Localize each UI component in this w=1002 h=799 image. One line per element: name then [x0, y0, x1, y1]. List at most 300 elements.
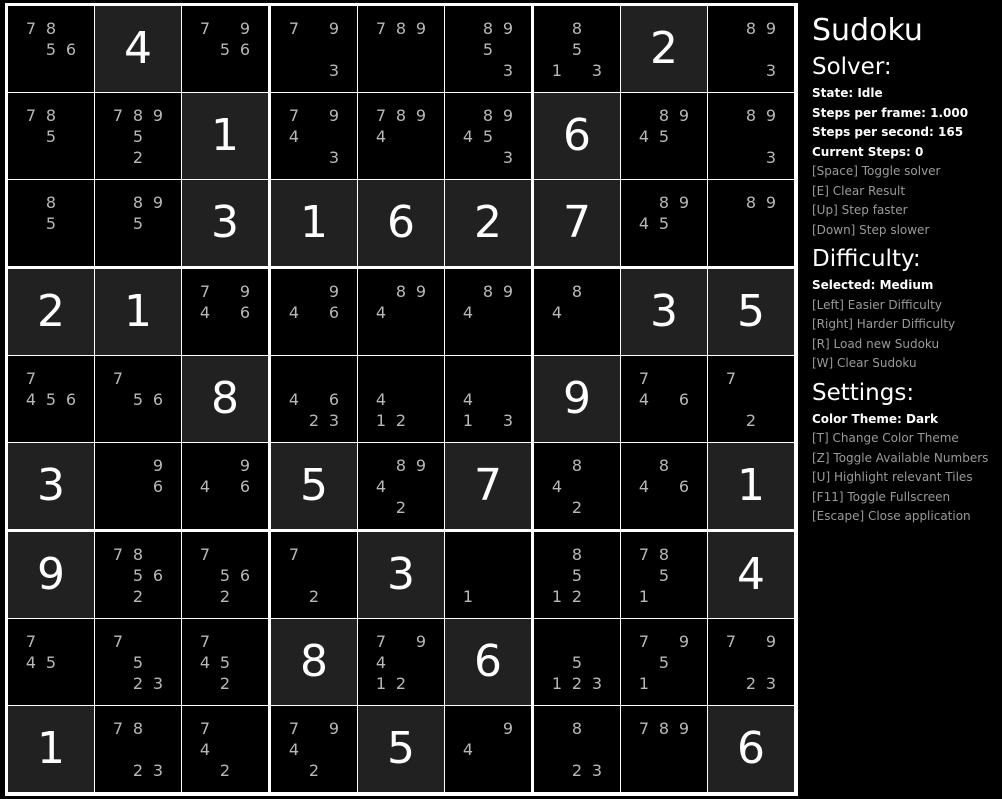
- sudoku-cell-r9c4[interactable]: [271, 706, 357, 792]
- candidate-slot-empty: [324, 368, 344, 389]
- candidate-slot-empty: [674, 455, 694, 476]
- sudoku-cell-r8c2[interactable]: [95, 619, 181, 705]
- candidate-slot-empty: [215, 281, 235, 302]
- candidate-slot-empty: [41, 631, 61, 652]
- candidate-grid: [458, 281, 518, 344]
- candidate-slot-empty: [108, 389, 128, 410]
- candidate-number: 1: [551, 586, 563, 606]
- candidate-number: 5: [45, 652, 57, 672]
- sudoku-cell-r2c6[interactable]: [445, 93, 531, 179]
- cell-value: 6: [387, 197, 415, 248]
- candidate-slot-empty: [761, 39, 781, 60]
- candidate-number: 3: [591, 60, 603, 80]
- candidate-slot-empty: [411, 652, 431, 673]
- candidate-slot-empty: [411, 147, 431, 168]
- candidate-slot-empty: [108, 760, 128, 781]
- sudoku-cell-r7c1[interactable]: [8, 532, 94, 618]
- candidate-slot-empty: [284, 60, 304, 81]
- sudoku-cell-r6c4[interactable]: [271, 443, 357, 529]
- candidate-slot-empty: [108, 192, 128, 213]
- candidate-number: 8: [132, 718, 144, 738]
- candidate-slot-empty: [195, 455, 215, 476]
- candidate-number: 4: [288, 302, 300, 322]
- sudoku-cell-r8c5[interactable]: [358, 619, 444, 705]
- candidate-slot-empty: [478, 389, 498, 410]
- sudoku-cell-r1c2[interactable]: [95, 6, 181, 92]
- candidate-slot-empty: [498, 565, 518, 586]
- candidate-slot-empty: [391, 39, 411, 60]
- sudoku-cell-r4c3[interactable]: [182, 269, 268, 355]
- candidate-grid: [108, 718, 168, 781]
- candidate-slot-empty: [458, 544, 478, 565]
- sudoku-cell-r9c7[interactable]: [534, 706, 620, 792]
- sudoku-cell-r6c5[interactable]: [358, 443, 444, 529]
- candidate-number: 5: [658, 126, 670, 146]
- candidate-slot-empty: [498, 389, 518, 410]
- sudoku-cell-r9c1[interactable]: [8, 706, 94, 792]
- candidate-number: 4: [199, 739, 211, 759]
- sudoku-cell-r3c3[interactable]: [182, 180, 268, 266]
- candidate-slot-empty: [634, 497, 654, 518]
- sudoku-cell-r7c5[interactable]: [358, 532, 444, 618]
- cell-value: 3: [650, 286, 678, 337]
- candidate-grid: [371, 105, 431, 168]
- candidate-number: 9: [415, 455, 427, 475]
- candidate-slot-empty: [478, 544, 498, 565]
- candidate-slot-empty: [634, 147, 654, 168]
- cell-value: 6: [737, 723, 765, 774]
- candidate-slot-empty: [654, 410, 674, 431]
- candidate-slot-empty: [215, 18, 235, 39]
- candidate-grid: [547, 455, 607, 518]
- candidate-number: 4: [375, 302, 387, 322]
- candidate-slot-empty: [391, 368, 411, 389]
- candidate-number: 4: [375, 476, 387, 496]
- candidate-slot-empty: [654, 389, 674, 410]
- candidate-slot-empty: [148, 586, 168, 607]
- candidate-number: 7: [199, 18, 211, 38]
- sudoku-cell-r6c6[interactable]: [445, 443, 531, 529]
- sudoku-cell-r9c5[interactable]: [358, 706, 444, 792]
- candidate-number: 7: [199, 544, 211, 564]
- candidate-slot-empty: [284, 281, 304, 302]
- candidate-grid: [547, 281, 607, 344]
- sudoku-cell-r8c1[interactable]: [8, 619, 94, 705]
- candidate-number: 1: [551, 60, 563, 80]
- candidate-slot-empty: [284, 147, 304, 168]
- candidate-slot-empty: [587, 323, 607, 344]
- sudoku-cell-r7c9[interactable]: [708, 532, 794, 618]
- sudoku-cell-r3c8[interactable]: [621, 180, 707, 266]
- candidate-grid: [108, 192, 168, 255]
- sudoku-cell-r6c8[interactable]: [621, 443, 707, 529]
- app-title: Sudoku: [812, 13, 923, 48]
- candidate-slot-empty: [324, 586, 344, 607]
- candidate-slot-empty: [741, 389, 761, 410]
- candidate-number: 7: [288, 718, 300, 738]
- candidate-grid: [458, 718, 518, 781]
- candidate-slot-empty: [128, 631, 148, 652]
- candidate-number: 8: [395, 18, 407, 38]
- sudoku-cell-r3c1[interactable]: [8, 180, 94, 266]
- candidate-number: 3: [765, 673, 777, 693]
- sudoku-cell-r3c4[interactable]: [271, 180, 357, 266]
- candidate-grid: [284, 105, 344, 168]
- candidate-slot-empty: [304, 18, 324, 39]
- candidate-slot-empty: [721, 147, 741, 168]
- sudoku-cell-r2c5[interactable]: [358, 93, 444, 179]
- candidate-number: 4: [25, 652, 37, 672]
- sudoku-cell-r3c6[interactable]: [445, 180, 531, 266]
- candidate-number: 3: [328, 147, 340, 167]
- sudoku-cell-r4c9[interactable]: [708, 269, 794, 355]
- candidate-slot-empty: [634, 234, 654, 255]
- candidate-slot-empty: [108, 147, 128, 168]
- candidate-number: 9: [678, 192, 690, 212]
- sudoku-cell-r6c7[interactable]: [534, 443, 620, 529]
- candidate-slot-empty: [654, 760, 674, 781]
- candidate-number: 2: [132, 147, 144, 167]
- sudoku-cell-r2c8[interactable]: [621, 93, 707, 179]
- cell-value: 1: [737, 460, 765, 511]
- candidate-grid: [371, 368, 431, 431]
- candidate-slot-empty: [235, 760, 255, 781]
- candidate-slot-empty: [61, 60, 81, 81]
- candidate-slot-empty: [148, 126, 168, 147]
- candidate-slot-empty: [148, 739, 168, 760]
- candidate-slot-empty: [498, 544, 518, 565]
- candidate-slot-empty: [61, 410, 81, 431]
- candidate-number: 4: [25, 389, 37, 409]
- sudoku-cell-r7c8[interactable]: [621, 532, 707, 618]
- candidate-number: 3: [152, 760, 164, 780]
- candidate-number: 8: [571, 281, 583, 301]
- sudoku-cell-r1c5[interactable]: [358, 6, 444, 92]
- candidate-slot-empty: [761, 389, 781, 410]
- candidate-number: 5: [132, 565, 144, 585]
- sudoku-cell-r5c2[interactable]: [95, 356, 181, 442]
- sudoku-cell-r1c8[interactable]: [621, 6, 707, 92]
- sudoku-cell-r8c6[interactable]: [445, 619, 531, 705]
- candidate-slot-empty: [61, 652, 81, 673]
- candidate-slot-empty: [235, 544, 255, 565]
- candidate-slot-empty: [741, 234, 761, 255]
- candidate-number: 6: [678, 476, 690, 496]
- candidate-number: 8: [132, 192, 144, 212]
- candidate-slot-empty: [654, 368, 674, 389]
- candidate-number: 8: [745, 192, 757, 212]
- candidate-slot-empty: [721, 39, 741, 60]
- candidate-number: 9: [415, 18, 427, 38]
- candidate-number: 7: [375, 105, 387, 125]
- candidate-number: 7: [375, 18, 387, 38]
- sudoku-cell-r9c3[interactable]: [182, 706, 268, 792]
- cell-value: 3: [37, 460, 65, 511]
- candidate-number: 9: [765, 631, 777, 651]
- sudoku-cell-r9c2[interactable]: [95, 706, 181, 792]
- candidate-slot-empty: [634, 652, 654, 673]
- candidate-number: 6: [328, 302, 340, 322]
- candidate-number: 7: [25, 368, 37, 388]
- sudoku-cell-r1c7[interactable]: [534, 6, 620, 92]
- sudoku-cell-r2c3[interactable]: [182, 93, 268, 179]
- candidate-number: 9: [765, 105, 777, 125]
- sudoku-cell-r5c9[interactable]: [708, 356, 794, 442]
- candidate-number: 7: [25, 631, 37, 651]
- candidate-number: 2: [571, 497, 583, 517]
- candidate-grid: [284, 544, 344, 607]
- candidate-number: 5: [571, 565, 583, 585]
- candidate-grid: [195, 455, 255, 518]
- candidate-number: 6: [239, 476, 251, 496]
- candidate-number: 2: [308, 760, 320, 780]
- candidate-number: 5: [45, 213, 57, 233]
- candidate-grid: [195, 718, 255, 781]
- current-steps: Current Steps: 0: [812, 144, 924, 159]
- sudoku-cell-r3c2[interactable]: [95, 180, 181, 266]
- sudoku-cell-r4c4[interactable]: [271, 269, 357, 355]
- cell-value: 8: [300, 636, 328, 687]
- candidate-slot-empty: [478, 718, 498, 739]
- candidate-slot-empty: [108, 410, 128, 431]
- sudoku-cell-r5c3[interactable]: [182, 356, 268, 442]
- candidate-number: 9: [415, 105, 427, 125]
- sudoku-cell-r5c8[interactable]: [621, 356, 707, 442]
- sudoku-cell-r1c9[interactable]: [708, 6, 794, 92]
- cell-value: 6: [474, 636, 502, 687]
- sudoku-cell-r5c6[interactable]: [445, 356, 531, 442]
- candidate-number: 2: [219, 673, 231, 693]
- candidate-slot-empty: [587, 652, 607, 673]
- candidate-number: 6: [239, 565, 251, 585]
- candidate-slot-empty: [674, 739, 694, 760]
- candidate-slot-empty: [761, 652, 781, 673]
- sudoku-cell-r6c1[interactable]: [8, 443, 94, 529]
- sudoku-cell-r4c1[interactable]: [8, 269, 94, 355]
- candidate-number: 4: [638, 213, 650, 233]
- sudoku-cell-r1c3[interactable]: [182, 6, 268, 92]
- candidate-number: 7: [288, 18, 300, 38]
- candidate-slot-empty: [195, 60, 215, 81]
- candidate-slot-empty: [235, 631, 255, 652]
- sudoku-cell-r8c4[interactable]: [271, 619, 357, 705]
- sudoku-cell-r2c7[interactable]: [534, 93, 620, 179]
- side-panel: [812, 10, 997, 533]
- sudoku-cell-r6c2[interactable]: [95, 443, 181, 529]
- sudoku-cell-r5c7[interactable]: [534, 356, 620, 442]
- hint-clear-sudoku: [W] Clear Sudoku: [812, 356, 917, 370]
- candidate-slot-empty: [674, 497, 694, 518]
- candidate-slot-empty: [148, 213, 168, 234]
- candidate-slot-empty: [547, 544, 567, 565]
- candidate-number: 4: [375, 389, 387, 409]
- sudoku-cell-r7c7[interactable]: [534, 532, 620, 618]
- sudoku-cell-r8c8[interactable]: [621, 619, 707, 705]
- candidate-slot-empty: [587, 302, 607, 323]
- sudoku-board[interactable]: [5, 3, 798, 796]
- sudoku-cell-r4c2[interactable]: [95, 269, 181, 355]
- candidate-number: 6: [328, 389, 340, 409]
- candidate-slot-empty: [741, 60, 761, 81]
- candidate-slot-empty: [721, 673, 741, 694]
- candidate-number: 8: [658, 718, 670, 738]
- candidate-number: 6: [65, 389, 77, 409]
- candidate-slot-empty: [215, 544, 235, 565]
- candidate-slot-empty: [61, 105, 81, 126]
- sudoku-cell-r8c9[interactable]: [708, 619, 794, 705]
- candidate-slot-empty: [674, 586, 694, 607]
- candidate-slot-empty: [21, 673, 41, 694]
- sudoku-cell-r7c6[interactable]: [445, 532, 531, 618]
- candidate-number: 5: [571, 39, 583, 59]
- candidate-grid: [195, 281, 255, 344]
- sudoku-cell-r2c2[interactable]: [95, 93, 181, 179]
- sudoku-cell-r8c7[interactable]: [534, 619, 620, 705]
- candidate-slot-empty: [547, 760, 567, 781]
- candidate-slot-empty: [458, 323, 478, 344]
- candidate-number: 9: [502, 105, 514, 125]
- candidate-slot-empty: [128, 739, 148, 760]
- cell-value: 2: [650, 23, 678, 74]
- sudoku-cell-r7c2[interactable]: [95, 532, 181, 618]
- candidate-slot-empty: [304, 739, 324, 760]
- sudoku-cell-r5c5[interactable]: [358, 356, 444, 442]
- candidate-slot-empty: [41, 368, 61, 389]
- candidate-slot-empty: [304, 60, 324, 81]
- sudoku-cell-r7c4[interactable]: [271, 532, 357, 618]
- candidate-number: 7: [288, 105, 300, 125]
- sudoku-cell-r9c6[interactable]: [445, 706, 531, 792]
- candidate-slot-empty: [741, 39, 761, 60]
- candidate-slot-empty: [547, 497, 567, 518]
- candidate-number: 3: [502, 410, 514, 430]
- sudoku-cell-r9c8[interactable]: [621, 706, 707, 792]
- candidate-slot-empty: [148, 368, 168, 389]
- candidate-grid: [634, 544, 694, 607]
- hint-toggle-fullscreen: [F11] Toggle Fullscreen: [812, 489, 951, 504]
- sudoku-cell-r1c4[interactable]: [271, 6, 357, 92]
- candidate-number: 7: [199, 718, 211, 738]
- candidate-number: 5: [482, 126, 494, 146]
- candidate-number: 9: [328, 718, 340, 738]
- candidate-slot-empty: [108, 126, 128, 147]
- candidate-slot-empty: [61, 673, 81, 694]
- candidate-slot-empty: [61, 368, 81, 389]
- candidate-slot-empty: [761, 410, 781, 431]
- sudoku-cell-r3c7[interactable]: [534, 180, 620, 266]
- candidate-slot-empty: [304, 281, 324, 302]
- candidate-number: 6: [152, 389, 164, 409]
- candidate-number: 7: [199, 631, 211, 651]
- candidate-number: 9: [328, 281, 340, 301]
- sudoku-cell-r6c9[interactable]: [708, 443, 794, 529]
- candidate-slot-empty: [195, 39, 215, 60]
- sudoku-cell-r5c4[interactable]: [271, 356, 357, 442]
- candidate-slot-empty: [654, 147, 674, 168]
- sudoku-cell-r7c3[interactable]: [182, 532, 268, 618]
- candidate-grid: [21, 192, 81, 255]
- candidate-slot-empty: [21, 410, 41, 431]
- candidate-number: 3: [502, 147, 514, 167]
- candidate-slot-empty: [741, 652, 761, 673]
- candidate-number: 8: [745, 105, 757, 125]
- candidate-grid: [108, 368, 168, 431]
- cell-value: 7: [474, 460, 502, 511]
- hint-toggle-available-numbers: [Z] Toggle Available Numbers: [812, 450, 989, 465]
- candidate-number: 9: [239, 18, 251, 38]
- candidate-slot-empty: [458, 760, 478, 781]
- candidate-number: 9: [765, 18, 777, 38]
- sudoku-cell-r8c3[interactable]: [182, 619, 268, 705]
- candidate-slot-empty: [304, 302, 324, 323]
- color-theme: Color Theme: Dark: [812, 411, 938, 426]
- sudoku-cell-r4c7[interactable]: [534, 269, 620, 355]
- cell-value: 3: [387, 549, 415, 600]
- candidate-number: 5: [482, 39, 494, 59]
- candidate-slot-empty: [41, 147, 61, 168]
- candidate-number: 9: [152, 105, 164, 125]
- sudoku-cell-r4c6[interactable]: [445, 269, 531, 355]
- sudoku-cell-r1c6[interactable]: [445, 6, 531, 92]
- sudoku-cell-r2c9[interactable]: [708, 93, 794, 179]
- candidate-slot-empty: [478, 760, 498, 781]
- candidate-number: 4: [199, 302, 211, 322]
- sudoku-cell-r5c1[interactable]: [8, 356, 94, 442]
- settings-section: [812, 380, 997, 527]
- candidate-slot-empty: [235, 323, 255, 344]
- candidate-grid: [284, 18, 344, 81]
- candidate-number: 7: [25, 105, 37, 125]
- candidate-grid: [195, 631, 255, 694]
- sudoku-cell-r3c5[interactable]: [358, 180, 444, 266]
- sudoku-cell-r6c3[interactable]: [182, 443, 268, 529]
- candidate-slot-empty: [741, 147, 761, 168]
- candidate-number: 4: [462, 126, 474, 146]
- candidate-slot-empty: [654, 673, 674, 694]
- candidate-slot-empty: [148, 718, 168, 739]
- candidate-slot-empty: [587, 281, 607, 302]
- candidate-slot-empty: [304, 544, 324, 565]
- candidate-number: 3: [591, 760, 603, 780]
- sudoku-cell-r2c4[interactable]: [271, 93, 357, 179]
- sudoku-cell-r4c5[interactable]: [358, 269, 444, 355]
- candidate-slot-empty: [498, 739, 518, 760]
- candidate-slot-empty: [324, 544, 344, 565]
- candidate-slot-empty: [391, 60, 411, 81]
- candidate-slot-empty: [128, 410, 148, 431]
- candidate-number: 4: [199, 476, 211, 496]
- candidate-slot-empty: [634, 760, 654, 781]
- sudoku-cell-r1c1[interactable]: [8, 6, 94, 92]
- cell-value: 3: [211, 197, 239, 248]
- sudoku-cell-r4c8[interactable]: [621, 269, 707, 355]
- candidate-slot-empty: [478, 368, 498, 389]
- sudoku-cell-r2c1[interactable]: [8, 93, 94, 179]
- candidate-slot-empty: [458, 18, 478, 39]
- steps-per-second: Steps per second: 165: [812, 125, 964, 139]
- candidate-slot-empty: [128, 497, 148, 518]
- candidate-slot-empty: [478, 302, 498, 323]
- candidate-grid: [195, 544, 255, 607]
- sudoku-cell-r3c9[interactable]: [708, 180, 794, 266]
- sudoku-cell-r9c9[interactable]: [708, 706, 794, 792]
- candidate-number: 5: [219, 39, 231, 59]
- candidate-slot-empty: [128, 368, 148, 389]
- candidate-slot-empty: [108, 497, 128, 518]
- candidate-number: 7: [112, 544, 124, 564]
- candidate-grid: [108, 455, 168, 518]
- candidate-slot-empty: [721, 60, 741, 81]
